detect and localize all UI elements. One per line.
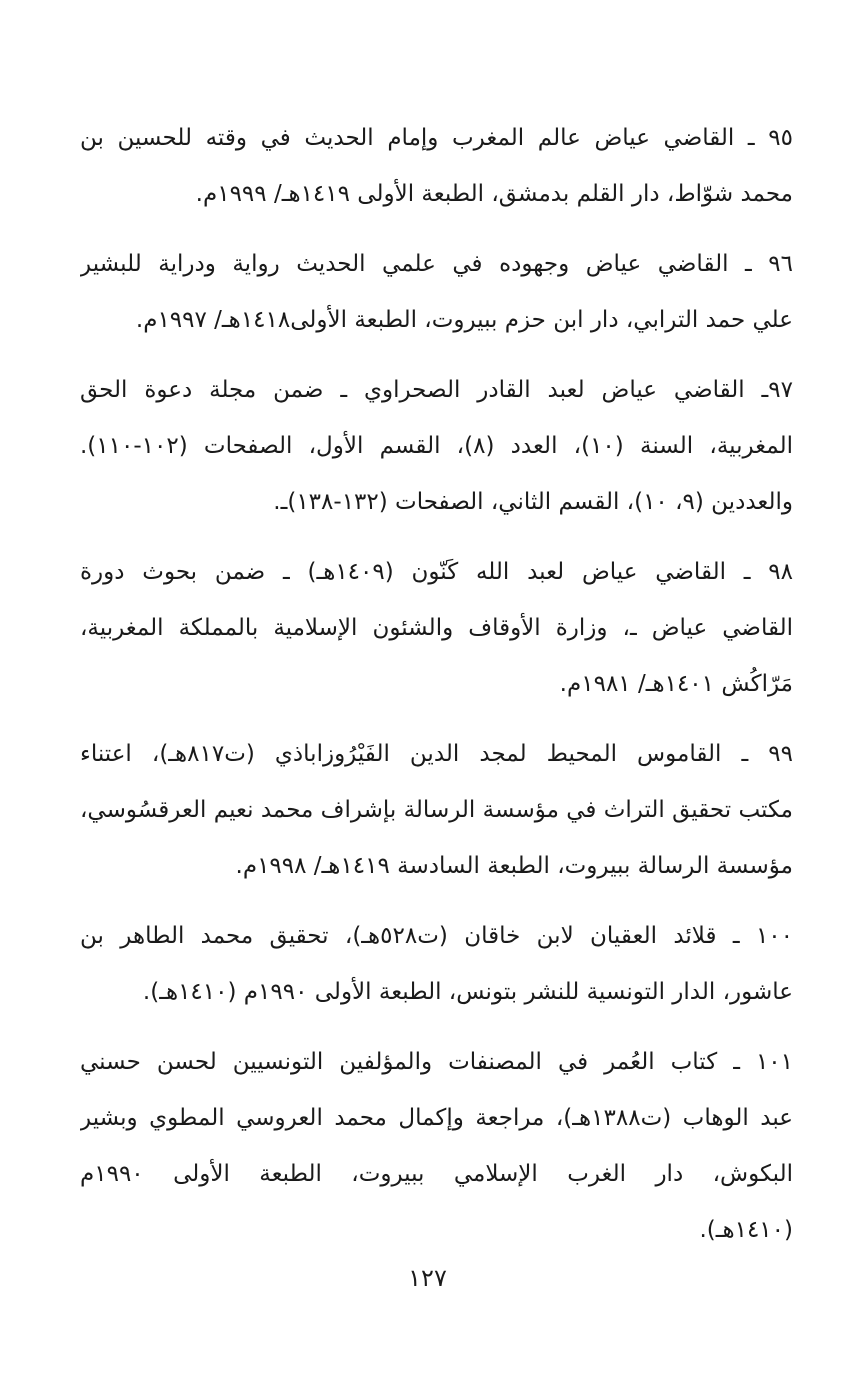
- entry-line: ١٠٠ ـ قلائد العقيان لابن خاقان (ت٥٢٨هـ)، تحقيق محمد الطاهر بن: [80, 923, 793, 949]
- entry-line: عبد الوهاب (ت١٣٨٨هـ)، مراجعة وإكمال محمد العروسي المطوي وبشير: [80, 1105, 793, 1131]
- entry-line: القاضي عياض ـ، وزارة الأوقاف والشئون الإسلامية بالمملكة المغربية،: [80, 615, 793, 641]
- entry-line: ٩٨ ـ القاضي عياض لعبد الله كَنّون (١٤٠٩هـ) ـ ضمن بحوث دورة: [80, 559, 793, 585]
- entry-line: ٩٩ ـ القاموس المحيط لمجد الدين الفَيْرُوزاباذي (ت٨١٧هـ)، اعتناء: [80, 741, 793, 767]
- entry-line: عاشور، الدار التونسية للنشر بتونس، الطبعة الأولى ١٩٩٠م (١٤١٠هـ).: [142, 979, 793, 1005]
- bibliography-entry-100: [80, 908, 793, 1020]
- bibliography-entry-101: [80, 1034, 793, 1258]
- entry-line: المغربية، السنة (١٠)، العدد (٨)، القسم الأول، الصفحات (١٠٢-١١٠).: [80, 433, 793, 459]
- bibliography-entry-99: [80, 726, 793, 894]
- bibliography-entry-95: [80, 110, 793, 222]
- entry-line: ٩٥ ـ القاضي عياض عالم المغرب وإمام الحديث في وقته للحسين بن: [80, 125, 793, 151]
- bibliography-page: [80, 110, 793, 1272]
- bibliography-entry-97: [80, 362, 793, 530]
- entry-line: ١٠١ ـ كتاب العُمر في المصنفات والمؤلفين التونسيين لحسن حسني: [80, 1049, 793, 1075]
- entry-line: مكتب تحقيق التراث في مؤسسة الرسالة بإشراف محمد نعيم العرقسُوسي،: [80, 797, 793, 823]
- entry-line: ٩٧ـ القاضي عياض لعبد القادر الصحراوي ـ ضمن مجلة دعوة الحق: [80, 377, 793, 403]
- entry-line: البكوش، دار الغرب الإسلامي ببيروت، الطبعة الأولى ١٩٩٠م: [80, 1161, 793, 1187]
- page-number: ١٢٧: [408, 1264, 447, 1292]
- bibliography-entry-98: [80, 544, 793, 712]
- entry-line: علي حمد الترابي، دار ابن حزم ببيروت، الطبعة الأولى١٤١٨هـ/ ١٩٩٧م.: [135, 307, 793, 333]
- bibliography-entry-96: [80, 236, 793, 348]
- entry-line: مَرّاكُش ١٤٠١هـ/ ١٩٨١م.: [559, 671, 793, 697]
- entry-line: (١٤١٠هـ).: [699, 1217, 793, 1243]
- entry-line: مؤسسة الرسالة ببيروت، الطبعة السادسة ١٤١٩هـ/ ١٩٩٨م.: [235, 853, 793, 879]
- entry-line: والعددين (٩، ١٠)، القسم الثاني، الصفحات (١٣٢-١٣٨)ـ.: [273, 489, 793, 515]
- entry-line: ٩٦ ـ القاضي عياض وجهوده في علمي الحديث رواية ودراية للبشير: [80, 251, 793, 277]
- entry-line: محمد شوّاط، دار القلم بدمشق، الطبعة الأولى ١٤١٩هـ/ ١٩٩٩م.: [195, 181, 793, 207]
